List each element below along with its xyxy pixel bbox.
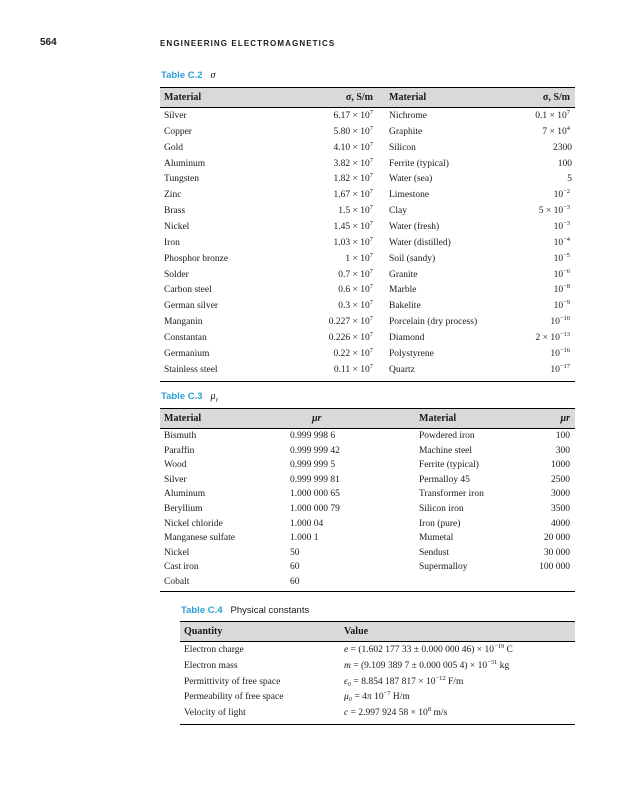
table-c2-exponent: 7: [369, 219, 373, 227]
table-c3-material-right: Powdered iron: [419, 431, 475, 441]
table-c4-label: Table C.4: [181, 605, 223, 616]
table-c2-material-left: Iron: [164, 237, 180, 248]
table-c4-exponent: −12: [435, 674, 446, 682]
table-c2-sigma-right: $10^{-16}$: [550, 346, 570, 359]
table-c2-material-left: German silver: [164, 301, 219, 312]
table-c2-sigma-right: $10^{-10}$: [550, 315, 570, 328]
table-c2-caption: [161, 70, 215, 81]
table-c2-sigma-left: $1.82 \times 10^7$: [333, 172, 373, 185]
table-c2-material-left: Manganin: [164, 317, 203, 328]
table-c3-mur-left: 1.000 04: [290, 518, 324, 529]
table-c3-mur-right: 100: [555, 431, 570, 441]
table-c2-sigma-left: $0.7 \times 10^7$: [338, 267, 373, 280]
table-c2-sigma-left: $0.6 \times 10^7$: [338, 283, 373, 296]
table-c2-material-right: Marble: [389, 285, 417, 296]
table-c3-mur-right: 30 000: [543, 547, 570, 558]
table-c3-header-mur-2: μr: [560, 413, 570, 424]
table-c2-exponent: 7: [369, 299, 373, 307]
table-c2-material-left: Solder: [164, 269, 189, 280]
table-c2-sigma-left: $1.5 \times 10^7$: [338, 204, 373, 217]
table-c2-material-right: Water (distilled): [389, 237, 451, 248]
table-c2-material-right: Water (fresh): [389, 221, 440, 232]
table-c4-exponent: −19: [493, 643, 505, 650]
table-c2-sigma-left: $0.3 \times 10^7$: [338, 299, 373, 312]
table-c3-material-left: Paraffin: [164, 445, 195, 456]
table-c3-material-right: Transformer iron: [419, 489, 484, 500]
table-c4-title: Physical constants: [230, 605, 310, 616]
table-c3-mur-left: 0.999 998 6: [290, 431, 336, 441]
table-c4-exponent: −31: [487, 658, 498, 666]
table-c2-sigma-right: $10^{-17}$: [550, 362, 570, 375]
table-c4-value: ϵ₀ = 8.854 187 $817 \times 10^{-12}$ F/m: [344, 674, 464, 687]
table-c3-mur-left: 50: [290, 547, 300, 558]
table-c2-sigma-left: $0.22 \times 10^7$: [333, 346, 373, 359]
table-c3-mur-left: 60: [290, 562, 300, 573]
table-c2-exponent: 7: [369, 267, 373, 275]
table-c3-material-right: Ferrite (typical): [419, 460, 479, 471]
table-c2-material-right: Nichrome: [389, 111, 427, 121]
table-c2-label: Table C.2: [161, 70, 203, 81]
table-c2-exponent: −8: [563, 283, 570, 291]
table-c2-header-sigma-2: σ, S/m: [542, 92, 570, 103]
table-c3-material-left: Wood: [164, 460, 187, 471]
table-c2-symbol: σ: [210, 70, 216, 81]
table-c3-material-right: Sendust: [419, 547, 450, 558]
table-c2-material-left: Tungsten: [164, 174, 200, 185]
table-c3-material-right: Supermalloy: [419, 562, 468, 573]
table-c2-material-right: Water (sea): [389, 174, 433, 185]
table-c2-material-right: Bakelite: [389, 301, 421, 312]
table-c3-material-left: Beryllium: [164, 504, 203, 514]
table-c3-header-material-2: Material: [419, 413, 457, 424]
table-c4-quantity: Electron charge: [184, 645, 244, 655]
table-c2-sigma-right: $10^{-2}$: [553, 188, 570, 201]
table-c2-exponent: 7: [369, 251, 373, 259]
table-c3-mur-left: 0.999 999 81: [290, 474, 340, 485]
table-c2-material-right: Granite: [389, 269, 418, 280]
table-c3-material-left: Aluminum: [164, 489, 206, 500]
table-c3-material-left: Cast iron: [164, 562, 199, 573]
table-c2-exponent: 7: [369, 362, 373, 370]
table-c4-header: [180, 621, 575, 642]
table-c2-exponent: −16: [559, 346, 570, 354]
table-c2-exponent: −4: [563, 235, 570, 243]
table-c2-sigma-left: $1 \times 10^7$: [345, 251, 373, 264]
table-c2-exponent: −3: [563, 204, 570, 212]
table-c2-material-left: Copper: [164, 126, 192, 137]
table-c2-material-right: Porcelain (dry process): [389, 317, 478, 328]
table-c2-exponent: 7: [369, 346, 373, 354]
table-c2-material-right: Limestone: [389, 190, 430, 201]
table-c2-sigma-right: 5: [567, 174, 572, 185]
table-c2-material-right: Quartz: [389, 364, 415, 375]
table-c4-header-value: Value: [344, 626, 369, 637]
table-c4-quantity: Velocity of light: [184, 708, 246, 719]
table-c3-header-mur-1: μr: [312, 413, 322, 424]
table-c2-material-left: Nickel: [164, 221, 190, 232]
table-c2-exponent: 7: [369, 235, 373, 243]
table-c3-material-left: Nickel chloride: [164, 518, 223, 529]
table-c3-header: [160, 408, 575, 429]
table-c2-exponent: −5: [563, 251, 570, 259]
table-c2-material-left: Gold: [164, 142, 183, 153]
table-c2-exponent: 7: [369, 124, 373, 132]
table-c2-header-sigma-1: σ, S/m: [345, 92, 373, 103]
table-c3-label: Table C.3: [161, 391, 203, 402]
table-c4-exponent: −7: [383, 690, 391, 698]
table-c2-sigma-left: $5.80 \times 10^7$: [333, 124, 373, 137]
table-c3-material-right: Mumetal: [419, 533, 454, 544]
table-c4-value: c = 2.997 924 $58 \times 10^8$ m/s: [344, 706, 448, 719]
table-c2-sigma-right: $0.1 \times 10^7$: [535, 109, 570, 121]
table-c2-exponent: −13: [559, 330, 570, 338]
table-c2-exponent: 7: [369, 204, 373, 212]
table-c4-bottom-rule: [180, 724, 575, 725]
table-c2-sigma-right: $2 \times 10^{-13}$: [535, 330, 570, 343]
table-c3-mur-right: 20 000: [543, 533, 570, 544]
table-c2-exponent: 7: [369, 315, 373, 323]
table-c2-sigma-left: $3.82 \times 10^7$: [333, 156, 373, 169]
table-c3-material-right: Silicon iron: [419, 504, 464, 514]
table-c3-symbol: $\mu_r$: [210, 391, 219, 404]
table-c2-material-right: Clay: [389, 206, 407, 217]
table-c2-material-right: Ferrite (typical): [389, 158, 449, 169]
table-c3-mur-left: 0.999 999 5: [290, 460, 336, 471]
table-c2-material-left: Silver: [164, 111, 187, 121]
table-c2-exponent: 7: [369, 140, 373, 148]
table-c2-sigma-left: $6.17 \times 10^7$: [333, 109, 373, 121]
table-c2-material-right: Soil (sandy): [389, 253, 436, 264]
table-c4-quantity: Permeability of free space: [184, 692, 284, 703]
table-c2-exponent: −10: [559, 315, 570, 323]
table-c3-material-left: Nickel: [164, 547, 190, 558]
table-c3-bottom-rule: [160, 591, 575, 592]
table-c2-exponent: −2: [563, 188, 570, 196]
table-c3-header-material-1: Material: [164, 413, 202, 424]
table-c2-sigma-left: $0.226 \times 10^7$: [328, 330, 373, 343]
table-c2-exponent: 4: [566, 124, 570, 132]
table-c2-sigma-right: $10^{-8}$: [553, 283, 570, 296]
table-c4-exponent: 8: [427, 706, 432, 714]
table-c4-body: [180, 642, 575, 727]
table-c4-value: e = (1.602 177 33 ± 0.000 000 $46) \times 10^{-19}$ C: [344, 643, 513, 655]
table-c2-material-left: Stainless steel: [164, 364, 218, 375]
table-c2-sigma-right: 2300: [553, 142, 572, 153]
table-c2-exponent: 7: [369, 172, 373, 180]
table-c2-bottom-rule: [160, 381, 575, 382]
table-c2-sigma-left: $1.45 \times 10^7$: [333, 219, 373, 232]
table-c2-sigma-right: $5 \times 10^{-3}$: [538, 204, 570, 217]
table-c2-material-right: Silicon: [389, 142, 416, 153]
table-c3-material-left: Silver: [164, 474, 187, 485]
table-c2-sigma-right: $10^{-6}$: [553, 267, 570, 280]
table-c2-material-right: Diamond: [389, 332, 425, 343]
table-c4-quantity: Permittivity of free space: [184, 676, 281, 687]
table-c2-sigma-right: $10^{-9}$: [553, 299, 570, 312]
table-c4-value: μ₀ = 4π $10^{-7}$ H/m: [344, 690, 410, 703]
table-c2-sigma-left: $4.10 \times 10^7$: [333, 140, 373, 153]
table-c2-exponent: −6: [563, 267, 570, 275]
table-c3-material-right: Machine steel: [419, 445, 473, 456]
table-c4-header-quantity: Quantity: [184, 626, 223, 637]
table-c3-caption: [161, 391, 218, 404]
table-c2-header: [160, 87, 575, 108]
table-c3-mur-left: 1.000 000 79: [290, 504, 340, 514]
table-c3-material-left: Manganese sulfate: [164, 533, 235, 544]
table-c3-mur-right: 2500: [551, 474, 570, 485]
running-head: ENGINEERING ELECTROMAGNETICS: [160, 39, 336, 48]
table-c2-material-left: Aluminum: [164, 158, 206, 169]
table-c3-material-left: Cobalt: [164, 577, 190, 587]
table-c3-body: [160, 429, 575, 594]
table-c2-sigma-left: $0.11 \times 10^7$: [333, 362, 373, 375]
table-c3-mur-right: 4000: [551, 518, 570, 529]
table-c3-material-right: Iron (pure): [419, 518, 461, 529]
table-c3-material-right: Permalloy 45: [419, 474, 470, 485]
table-c2-sigma-right: $10^{-3}$: [553, 219, 570, 232]
table-c2-sigma-right: $10^{-4}$: [553, 235, 570, 248]
table-c2-material-left: Brass: [164, 206, 186, 217]
table-c4-caption: [181, 605, 309, 616]
table-c2-sigma-right: $10^{-5}$: [553, 251, 570, 264]
table-c3-mur-right: 3000: [551, 489, 570, 500]
table-c2-material-left: Carbon steel: [164, 285, 212, 296]
table-c2-exponent: 7: [566, 109, 570, 116]
table-c3-mur-left: 60: [290, 577, 300, 587]
table-c2-sigma-left: $1.67 \times 10^7$: [333, 188, 373, 201]
table-c3-mur-right: 300: [555, 445, 570, 456]
table-c2-material-left: Zinc: [164, 190, 182, 201]
page-number: 564: [40, 37, 57, 48]
table-c2-exponent: 7: [369, 283, 373, 291]
table-c2-sigma-left: $0.227 \times 10^7$: [328, 315, 373, 328]
table-c3-mur-right: 100 000: [539, 562, 570, 573]
table-c2-exponent: 7: [369, 188, 373, 196]
table-c3-mur-left: 0.999 999 42: [290, 445, 340, 456]
table-c2-exponent: 7: [369, 330, 373, 338]
table-c3-mur-right: 3500: [551, 504, 570, 514]
table-c2-material-right: Polystyrene: [389, 348, 434, 359]
table-c3-mur-left: 1.000 1: [290, 533, 319, 544]
table-c2-body: [160, 108, 575, 383]
table-c3-mur-right: 1000: [551, 460, 570, 471]
table-c4-quantity: Electron mass: [184, 660, 238, 671]
table-c2-header-material-2: Material: [389, 92, 427, 103]
table-c2-exponent: −9: [563, 299, 570, 307]
table-c3-mur-left: 1.000 000 65: [290, 489, 340, 500]
table-c2-material-left: Phosphor bronze: [164, 253, 229, 264]
table-c2-sigma-right: $7 \times 10^4$: [542, 124, 570, 137]
table-c2-sigma-right: 100: [557, 158, 572, 169]
table-c4-value: m = (9.109 389 7 ± 0.000 005 $4) \times 10^{-31}$ kg: [344, 658, 510, 671]
table-c2-exponent: −17: [559, 362, 570, 370]
table-c2-header-material-1: Material: [164, 92, 202, 103]
table-c2-material-left: Germanium: [164, 348, 210, 359]
table-c2-exponent: 7: [369, 156, 373, 164]
table-c2-material-right: Graphite: [389, 126, 423, 137]
table-c2-exponent: −3: [563, 219, 570, 227]
table-c2-sigma-left: $1.03 \times 10^7$: [333, 235, 373, 248]
table-c2-material-left: Constantan: [164, 332, 207, 343]
table-c3-material-left: Bismuth: [164, 431, 197, 441]
table-c2-exponent: 7: [369, 109, 373, 116]
